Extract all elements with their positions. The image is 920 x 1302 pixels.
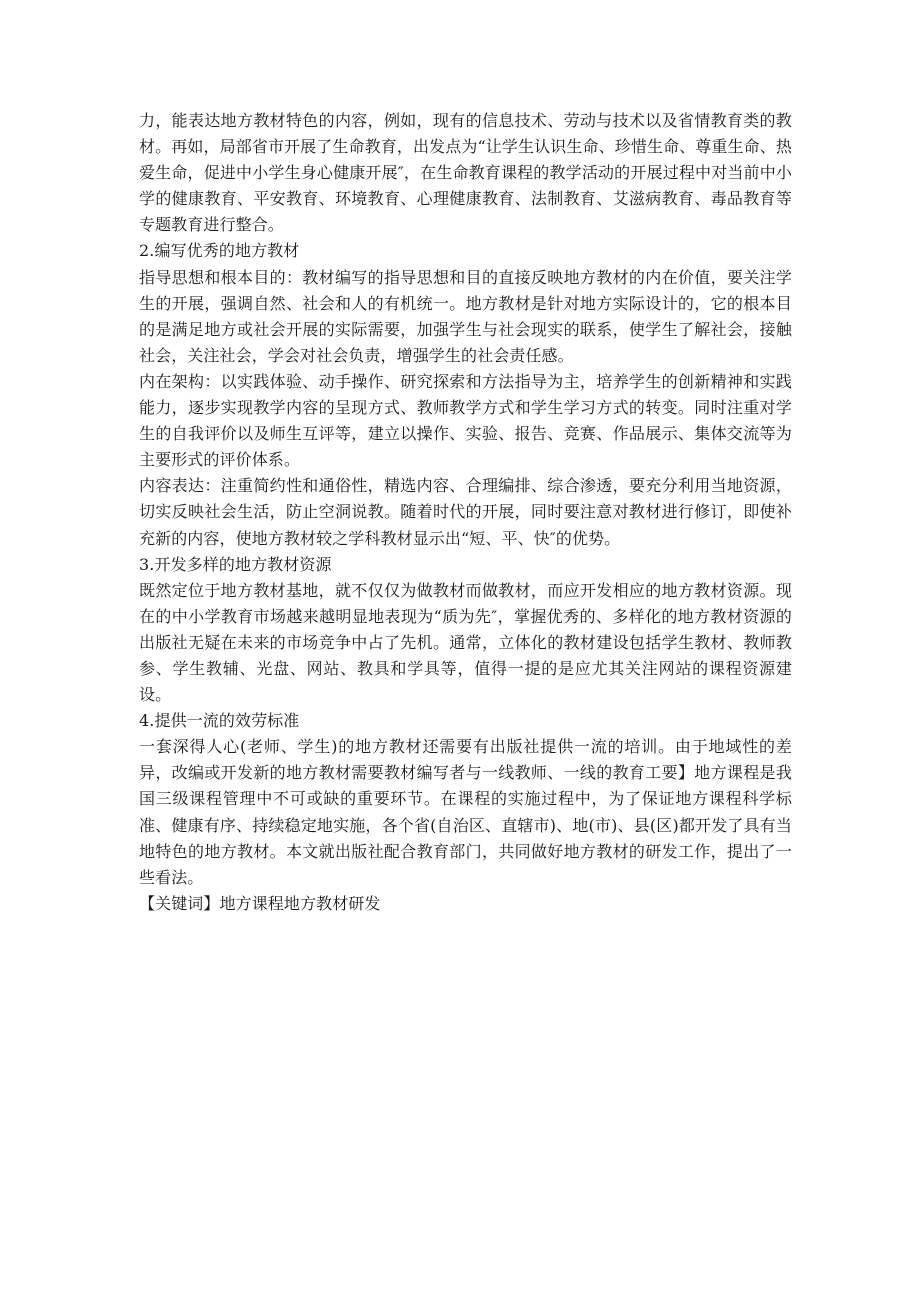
section-heading-3: 3.开发多样的地方教材资源: [139, 554, 332, 574]
document-body: [139, 108, 792, 917]
section-heading-2: 2.编写优秀的地方教材: [139, 241, 300, 261]
paragraph-training: 一套深得人心(老师、学生)的地方教材还需要有出版社提供一流的培训。由于地域性的差异，改编或开发新的地方教材需要教材编写者与一线教师、一线的教育工要】地方课程是我国三级课程管理中不可或缺的重要环节。在课程的实施过程中，为了保证地方课程科学标准、健康有序、持续稳定地实施，各个省(自治区、直辖市)、地(市)、县(区)都开发了具有当地特色的地方教材。本文就出版社配合教育部门，共同做好地方教材的研发工作，提出了一些看法。: [139, 737, 792, 887]
paragraph-structure: 内在架构：以实践体验、动手操作、研究探索和方法指导为主，培养学生的创新精神和实践能力，逐步实现教学内容的呈现方式、教师教学方式和学生学习方式的转变。同时注重对学生的自我评价以及师生互评等，建立以操作、实验、报告、竞赛、作品展示、集体交流等为主要形式的评价体系。: [139, 371, 792, 470]
paragraph-guiding-thought: 指导思想和根本目的：教材编写的指导思想和目的直接反映地方教材的内在价值，要关注学生的开展，强调自然、社会和人的有机统一。地方教材是针对地方实际设计的，它的根本目的是满足地方或社会开展的实际需要，加强学生与社会现实的联系，使学生了解社会，接触社会，关注社会，学会对社会负责，增强学生的社会责任感。: [139, 267, 792, 365]
section-heading-4: 4.提供一流的效劳标准: [139, 711, 300, 731]
paragraph-intro: 力，能表达地方教材特色的内容，例如，现有的信息技术、劳动与技术以及省情教育类的教材。再如，局部省市开展了生命教育，出发点为“让学生认识生命、珍惜生命、尊重生命、热爱生命，促进中小学生身心健康开展″，在生命教育课程的教学活动的开展过程中对当前中小学的健康教育、平安教育、环境教育、心理健康教育、法制教育、艾滋病教育、毒品教育等专题教育进行整合。: [139, 111, 792, 235]
paragraph-content-expression: 内容表达：注重简约性和通俗性，精选内容、合理编排、综合渗透，要充分利用当地资源，切实反映社会生活，防止空洞说教。随着时代的开展，同时要注意对教材进行修订，即使补充新的内容，使地方教材较之学科教材显示出“短、平、快″的优势。: [139, 476, 792, 548]
paragraph-resources: 既然定位于地方教材基地，就不仅仅为做教材而做教材，而应开发相应的地方教材资源。现在的中小学教育市场越来越明显地表现为“质为先″，掌握优秀的、多样化的地方教材资源的出版社无疑在未来的市场竞争中占了先机。通常，立体化的教材建设包括学生教材、教师教参、学生教辅、光盘、网站、教具和学具等，值得一提的是应尤其关注网站的课程资源建设。: [139, 580, 792, 705]
paragraph-keywords: 【关键词】地方课程地方教材研发: [139, 893, 381, 913]
